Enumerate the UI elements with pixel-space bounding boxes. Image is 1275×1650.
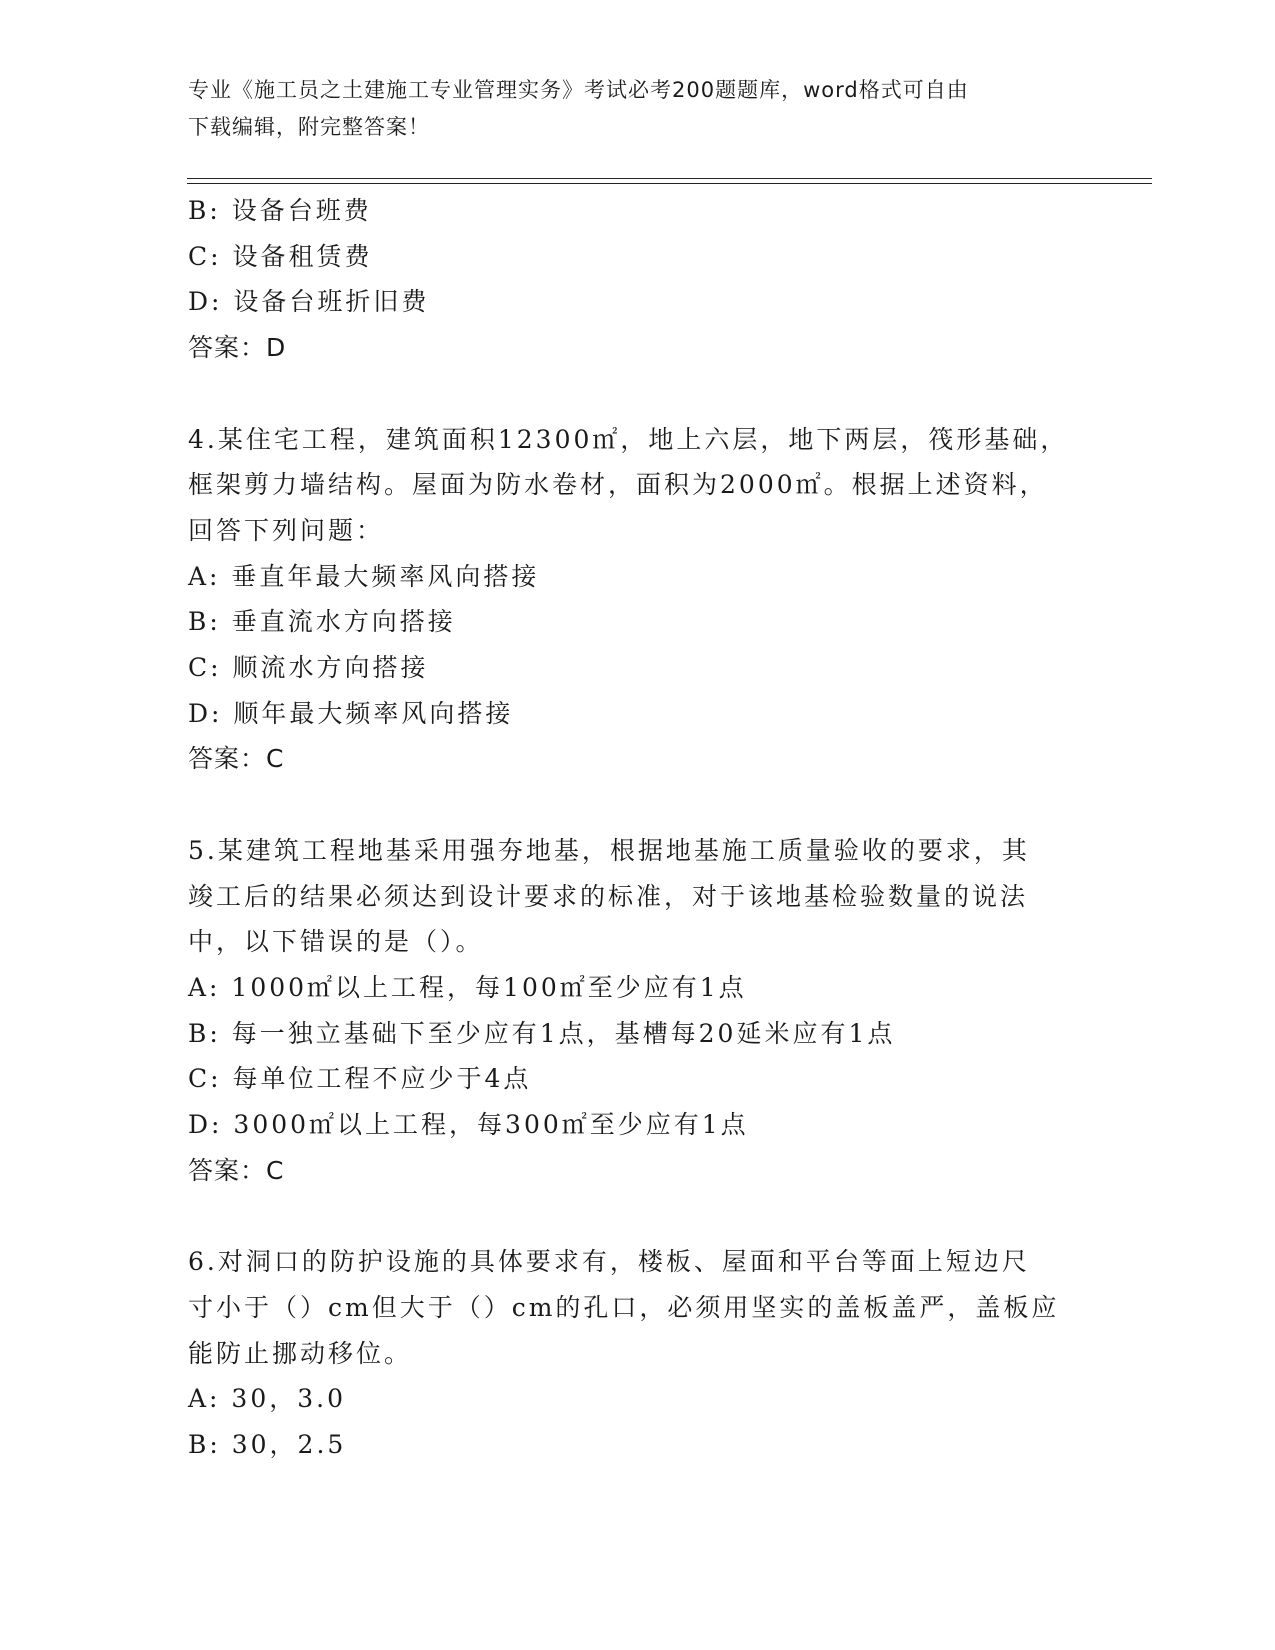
header-line-2: 下载编辑，附完整答案！ [188,115,430,139]
option-d: D: 设备台班折旧费 [188,287,430,317]
option-a: A: 垂直年最大频率风向搭接 [188,561,540,591]
option-c: C: 每单位工程不应少于4点 [188,1064,532,1094]
header-divider-top [187,178,1152,179]
document-header [188,72,1068,146]
header-line-1: 专业《施工员之土建施工专业管理实务》考试必考200题题库，word格式可自由 [188,78,969,102]
header-divider-bottom [187,183,1152,184]
question-stem: 竣工后的结果必须达到设计要求的标准，对于该地基检验数量的说法 [188,881,1029,911]
option-b: B: 30，2.5 [188,1429,347,1459]
answer: 答案：C [188,1155,285,1185]
option-d: D: 3000㎡以上工程，每300㎡至少应有1点 [188,1110,749,1140]
question-stem: 能防止挪动移位。 [188,1338,413,1368]
question-stem: 中，以下错误的是（）。 [188,927,484,957]
question-stem: 框架剪力墙结构。屋面为防水卷材，面积为2000㎡。根据上述资料， [188,470,1048,500]
question-stem: 寸小于（）cm但大于（）cm的孔口，必须用坚实的盖板盖严，盖板应 [188,1292,1060,1322]
question-6 [188,1239,1088,1468]
spacer [188,782,1088,828]
question-5 [188,828,1088,1194]
question-list [188,188,1088,1468]
question-stem: 4.某住宅工程，建筑面积12300㎡，地上六层，地下两层，筏形基础， [188,424,1069,454]
question-stem: 5.某建筑工程地基采用强夯地基，根据地基施工质量验收的要求，其 [188,835,1030,865]
option-a: A: 1000㎡以上工程，每100㎡至少应有1点 [188,972,747,1002]
spacer [188,371,1088,417]
option-a: A: 30，3.0 [188,1384,346,1414]
option-c: C: 设备租赁费 [188,241,373,271]
option-d: D: 顺年最大频率风向搭接 [188,698,514,728]
spacer [188,1193,1088,1239]
question-4 [188,417,1088,783]
option-b: B: 每一独立基础下至少应有1点，基槽每20延米应有1点 [188,1018,896,1048]
question-3 [188,188,1088,371]
question-stem: 6.对洞口的防护设施的具体要求有，楼板、屋面和平台等面上短边尺 [188,1247,1030,1277]
answer: 答案：D [188,333,287,363]
option-b: B: 设备台班费 [188,196,372,225]
question-stem: 回答下列问题： [188,515,385,545]
answer: 答案：C [188,744,285,774]
option-b: B: 垂直流水方向搭接 [188,607,456,637]
option-c: C: 顺流水方向搭接 [188,653,429,683]
